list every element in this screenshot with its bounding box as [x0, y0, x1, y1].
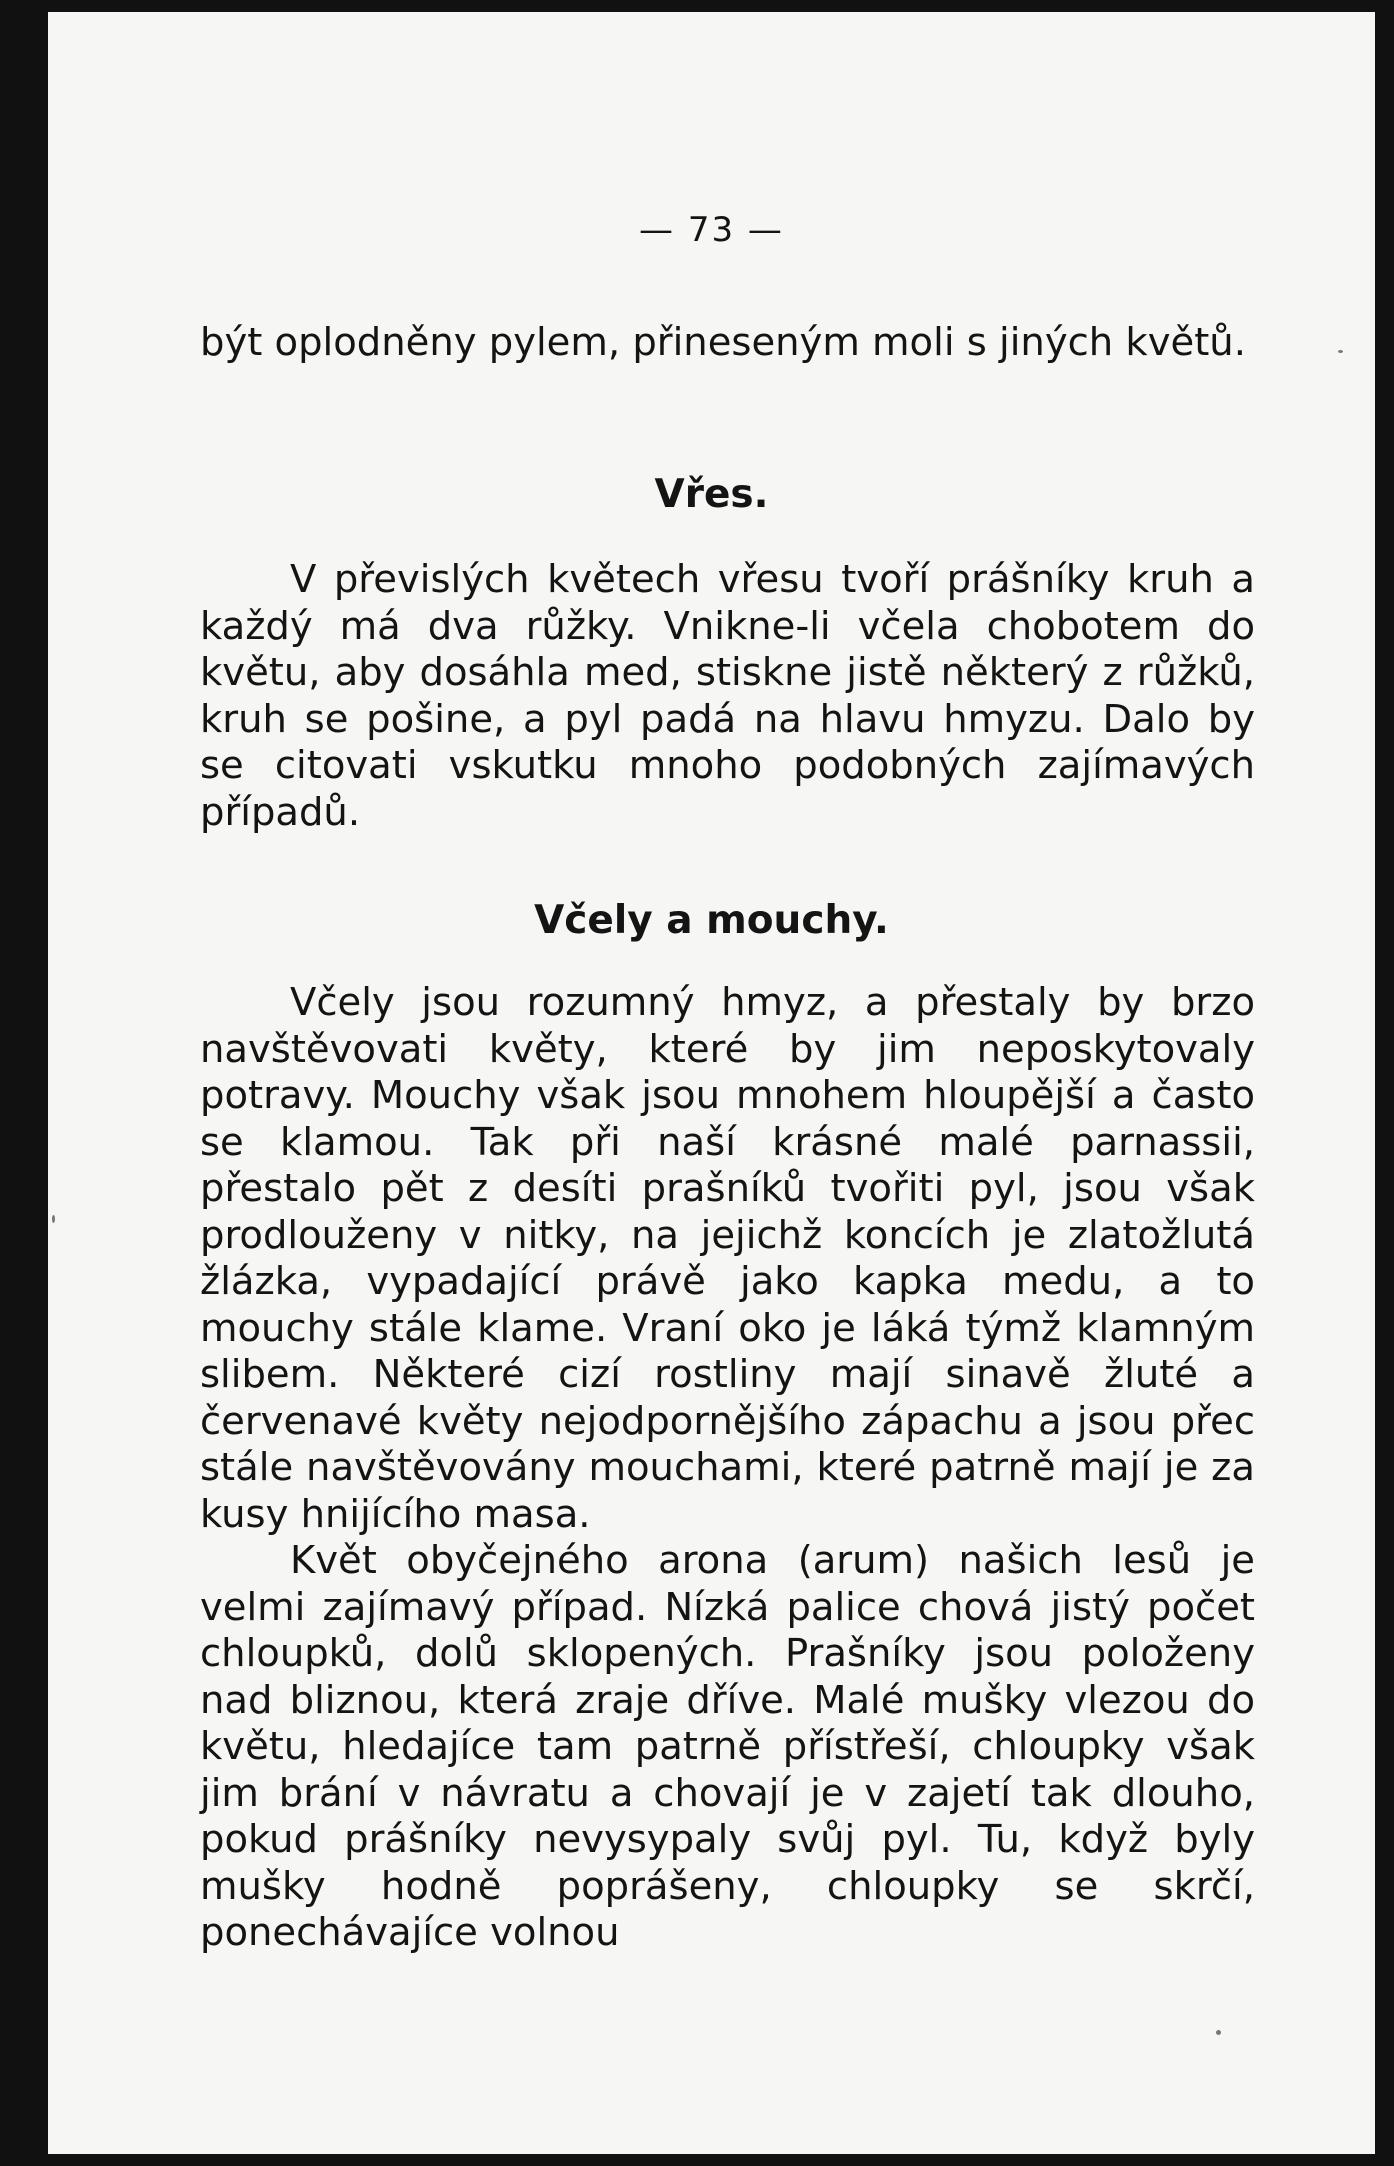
paper-speck	[1338, 350, 1343, 353]
vcely-paragraph-1: Včely jsou rozumný hmyz, a přestaly by brzo navštěvovati květy, které by jim neposkytovaly potravy. Mouchy však jsou mnohem hloupější a často se klamou. Tak při naší krásné malé parnassii, přestalo pět z desíti prašníků tvořiti pyl, jsou však prodlouženy v nitky, na jejichž koncích je zlatožlutá žlázka, vypadající právě jako kapka medu, a to mouchy stále klame. Vraní oko je láká týmž klamným slibem. Některé cizí rostliny mají sinavě žluté a červenavé květy nejodpornějšího zápachu a jsou přec stále navštěvovány mouchami, které patrně mají je za kusy hnijícího masa.	[200, 980, 1255, 1537]
page-number: — 73 —	[639, 210, 784, 250]
vcely-paragraph-2: Květ obyčejného arona (arum) našich lesů je velmi zajímavý případ. Nízká palice chová jistý počet chloupků, dolů sklopených. Prašníky jsou položeny nad bliznou, která zraje dříve. Malé mušky vlezou do květu, hledajíce tam patrně přístřeší, chloupky však jim brání v návratu a chovají je v zajetí tak dlouho, pokud prášníky nevysypaly svůj pyl. Tu, když byly mušky hodně poprášeny, chloupky se skrčí, ponechávajíce volnou	[200, 1538, 1255, 1955]
vres-section	[200, 557, 1255, 836]
section-heading-vres: Vřes.	[654, 472, 769, 517]
section-heading-vcely-a-mouchy: Včely a mouchy.	[534, 898, 889, 943]
book-page	[48, 12, 1375, 2154]
paper-speck	[52, 1215, 55, 1223]
continuation-paragraph	[200, 320, 1255, 367]
vres-paragraph: V převislých květech vřesu tvoří prášníky kruh a každý má dva růžky. Vnikne-li včela chobotem do květu, aby dosáhla med, stiskne jistě některý z růžků, kruh se pošine, a pyl padá na hlavu hmyzu. Dalo by se citovati vskutku mnoho podobných zajímavých případů.	[200, 557, 1255, 835]
vcely-section	[200, 980, 1255, 1957]
continuation-text: být oplodněny pylem, přineseným moli s jiných květů.	[200, 320, 1246, 365]
paper-speck	[1216, 2030, 1221, 2035]
